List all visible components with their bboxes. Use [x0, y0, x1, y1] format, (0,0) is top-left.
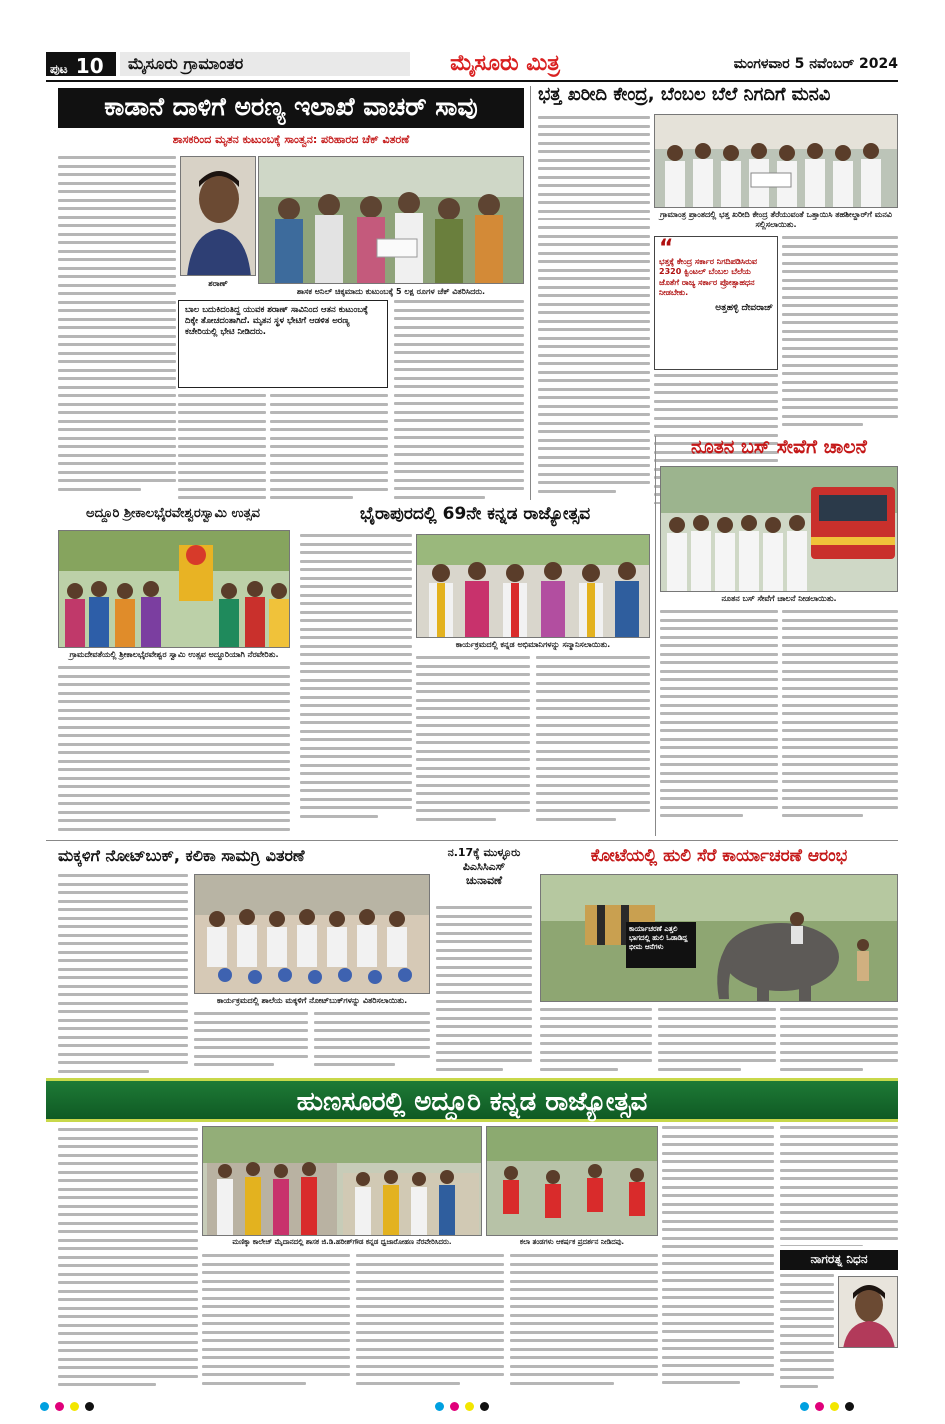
banner-headline: ಹುಣಸೂರಲ್ಲಿ ಅದ್ದೂರಿ ಕನ್ನಡ ರಾಜ್ಯೋತ್ಸವ	[46, 1078, 898, 1122]
column-rule	[530, 86, 531, 500]
story1-subhead: ಶಾಸಕರಿಂದ ಮೃತನ ಕುಟುಂಬಕ್ಕೆ ಸಾಂತ್ವನ: ಪರಿಹಾರದ ಚೆಕ್ ವಿತರಣೆ	[172, 133, 410, 146]
story1-text-col3	[270, 300, 388, 500]
story7-text	[436, 906, 532, 1074]
story1-text-col4	[394, 300, 524, 500]
story3-headline: ನೂತನ ಬಸ್ ಸೇವೆಗೆ ಚಾಲನೆ	[691, 436, 867, 458]
page-number-box	[46, 52, 116, 76]
story1-text-col2	[178, 394, 266, 500]
story4-photo	[58, 530, 290, 648]
section-title: ಮೈಸೂರು ಗ್ರಾಮಾಂತರ	[120, 52, 410, 76]
story2-photo-caption: ಗ್ರಾಮಾಂತ್ರ ಪ್ರಾಂತದಲ್ಲಿ ಭತ್ತ ಖರೀದಿ ಕೇಂದ್ರ ತೆರೆಯುವಂತೆ ಒತ್ತಾಯಿಸಿ ತಹಶೀಲ್ದಾರ್‌ಗೆ ಮನವಿ ಸಲ್ಲಿಸಲಾಯಿತು.	[660, 210, 892, 229]
obituary-portrait-photo	[838, 1276, 898, 1348]
story7-headline-line3: ಚುನಾವಣೆ	[465, 874, 503, 887]
story4-headline: ಅದ್ದೂರಿ ಶ್ರೀಕಾಲಭೈರವೇಶ್ವರಸ್ವಾಮಿ ಉತ್ಸವ	[86, 506, 260, 521]
banner-text-col5	[780, 1126, 898, 1246]
story6-text-col1	[58, 874, 188, 1074]
story2-pullquote-box	[654, 236, 778, 370]
obituary-text	[780, 1274, 834, 1390]
banner-text-col1	[58, 1128, 198, 1390]
story5-text-col2	[416, 656, 530, 834]
banner-photo-caption-1: ಮಣಿಕ್ಕಾ ಕಾಲೇಜ್ ಮೈದಾನದಲ್ಲಿ ಶಾಸಕ ಜಿ.ಡಿ.ಹರೀಶ್‌ಗೌಡ ಕನ್ನಡ ಧ್ವಜಾರೋಹಣ ನೆರವೇರಿಸಿದರು.	[232, 1238, 452, 1246]
story2-pullquote-author: ಅತ್ತಹಳ್ಳಿ ದೇವರಾಜ್	[715, 302, 773, 313]
masthead-rule	[46, 80, 898, 82]
story5-photo	[416, 534, 650, 638]
story7-headline-line2: ಪಿಎಸಿಸಿಎಸ್	[462, 860, 506, 873]
story8-headline: ಕೋಟೆಯಲ್ಲಿ ಹುಲಿ ಸೆರೆ ಕಾರ್ಯಾಚರಣೆ ಆರಂಭ	[590, 846, 848, 866]
issue-date: ಮಂಗಳವಾರ 5 ನವೆಂಬರ್ 2024	[733, 56, 898, 72]
story4-photo-caption: ಗ್ರಾಮದೇವತೆಯಲ್ಲಿ ಶ್ರೀಕಾಲಭೈರವೇಶ್ವರ ಸ್ವಾಮಿ ಉತ್ಸವ ಅದ್ದೂರಿಯಾಗಿ ನೆರವೇರಿತು.	[69, 650, 279, 659]
story6-photo-caption: ಕಾರ್ಯಕ್ರಮದಲ್ಲಿ ಶಾಲೆಯ ಮಕ್ಕಳಿಗೆ ನೋಟ್‌ಬುಕ್‌ಗಳನ್ನು ವಿತರಿಸಲಾಯಿತು.	[216, 996, 408, 1005]
story1-pullquote: ಬಾಲ ಬದುಕಿದಂತಿದ್ದ ಯುವಕ ಶರಾಣ್ ಸಾವಿನಿಂದ ಆತನ ಕುಟುಂಬಕ್ಕೆ ದಿಕ್ಕೇ ತೋಚದಂತಾಗಿದೆ. ಮೃತನ ಸ್ಥಳ ಭೇಟಿಗೆ ಆಡಳಿತ ಅರಣ್ಯ ಕಚೇರಿಯಲ್ಲಿ ಭೇಟಿ ನೀಡಿದರು.	[185, 305, 368, 338]
story2-photo	[654, 114, 898, 208]
banner-photo-1	[202, 1126, 482, 1236]
story2-text-col2	[538, 226, 650, 504]
banner-photo-2	[486, 1126, 658, 1236]
story6-text-col3	[314, 1012, 430, 1074]
story8-photo-note: ಕಾರ್ಯಾಚರಣೆ ಎತ್ತಲಿ ಭಾಗದಲ್ಲಿ ಹುಲಿ ಓಡಾಡಿದ್ದ ಭೀಮ ಆನೆಗಳು	[626, 922, 696, 968]
column-rule	[655, 436, 656, 836]
story1-text-col1	[58, 156, 176, 500]
story4-text	[58, 666, 290, 834]
story5-text-col3	[536, 656, 650, 834]
story8-elephant-photo	[540, 874, 898, 1002]
quote-mark-icon: “	[659, 236, 674, 261]
story1-portrait-caption: ಶರಾಣ್	[208, 279, 228, 288]
paper-logo: ಮೈಸೂರು ಮಿತ್ರ	[450, 50, 560, 76]
story2-pullquote: ಭತ್ತಕ್ಕೆ ಕೇಂದ್ರ ಸರ್ಕಾರ ನಿಗದಿಪಡಿಸಿರುವ 2320 ಕ್ವಿಂಟಲ್ ಬೆಂಬಲ ಬೆಲೆಯ ಜೊತೆಗೆ ರಾಜ್ಯ ಸರ್ಕಾರ ಪ್ರೋತ್ಸಾಹಧನ ನೀಡಬೇಕು.	[659, 257, 758, 298]
story1-headline: ಕಾಡಾನೆ ದಾಳಿಗೆ ಅರಣ್ಯ ಇಲಾಖೆ ವಾಚರ್ ಸಾವು	[58, 88, 524, 128]
story2-text-col1	[538, 116, 650, 220]
story8-text-col3	[780, 1008, 898, 1074]
page-prefix: ಪುಟ	[50, 62, 68, 76]
banner-text-col4	[662, 1126, 774, 1390]
banner-text-col3	[356, 1254, 504, 1390]
story2-text-col4	[782, 236, 898, 436]
story5-text-col1	[300, 534, 412, 834]
story6-text-col2	[194, 1012, 308, 1074]
section-rule	[46, 840, 898, 841]
story8-text-col2	[658, 1008, 776, 1074]
story1-portrait-photo	[180, 156, 256, 276]
story5-photo-caption: ಕಾರ್ಯಕ್ರಮದಲ್ಲಿ ಕನ್ನಡ ಅಭಿಮಾನಿಗಳನ್ನು ಸನ್ಮಾನಿಸಲಾಯಿತು.	[455, 640, 611, 649]
story7-headline-box	[436, 846, 532, 902]
story3-text-col1	[660, 610, 778, 834]
story1-photo-caption: ಶಾಸಕ ಅನಿಲ್ ಚಿಕ್ಕಮಾದು ಕುಟುಂಬಕ್ಕೆ 5 ಲಕ್ಷ ರೂಗಳ ಚೆಕ್ ವಿತರಿಸಿದರು.	[296, 287, 486, 296]
story6-headline: ಮಕ್ಕಳಿಗೆ ನೋಟ್‌ಬುಕ್, ಕಲಿಕಾ ಸಾಮಗ್ರಿ ವಿತರಣೆ	[58, 846, 305, 865]
obituary-headline: ನಾಗರತ್ನ ನಿಧನ	[780, 1250, 898, 1270]
page-number: 10	[75, 54, 104, 78]
banner-text-col2	[202, 1254, 350, 1390]
story5-headline: ಭೈರಾಪುರದಲ್ಲಿ 69ನೇ ಕನ್ನಡ ರಾಜ್ಯೋತ್ಸವ	[359, 504, 591, 524]
banner-text-col3b	[510, 1254, 658, 1390]
story3-text-col2	[782, 610, 898, 834]
story3-photo-caption: ನೂತನ ಬಸ್ ಸೇವೆಗೆ ಚಾಲನೆ ನೀಡಲಾಯಿತು.	[721, 594, 837, 603]
story1-main-photo	[258, 156, 524, 284]
story8-text-col1	[540, 1008, 652, 1074]
story3-bus-photo	[660, 466, 898, 592]
story6-photo	[194, 874, 430, 994]
story7-headline-line1: ನ.17ಕ್ಕೆ ಮುಳ್ಳೂರು	[447, 846, 521, 859]
story2-headline: ಭತ್ತ ಖರೀದಿ ಕೇಂದ್ರ, ಬೆಂಬಲ ಬೆಲೆ ನಿಗದಿಗೆ ಮನವಿ	[538, 84, 831, 105]
banner-photo-caption-2: ಕಲಾ ತಂಡಗಳು ಆಕರ್ಷಕ ಪ್ರದರ್ಶನ ನೀಡಿದವು.	[519, 1238, 625, 1246]
print-registration-marks	[40, 1396, 900, 1410]
